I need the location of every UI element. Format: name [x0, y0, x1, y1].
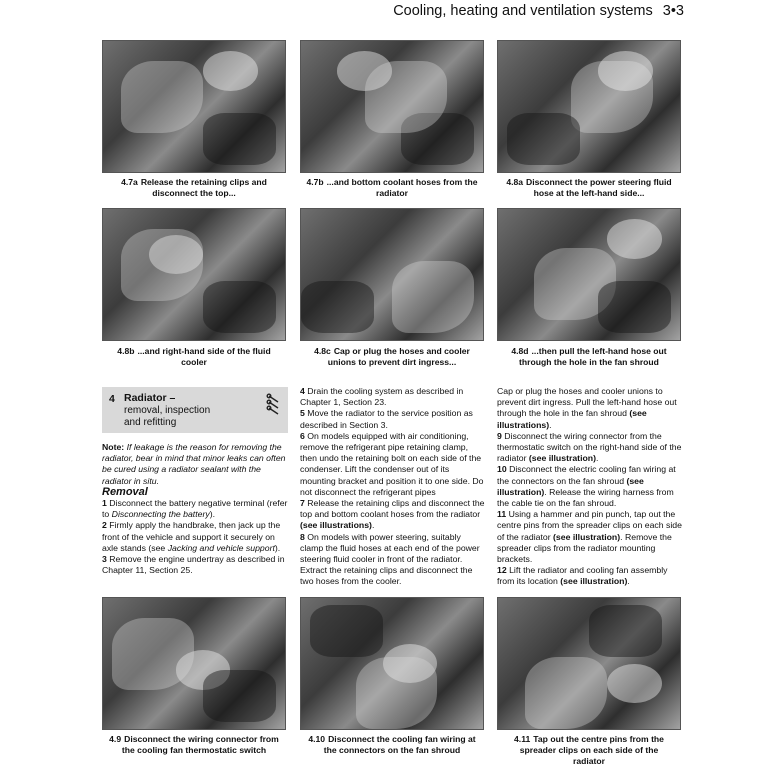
- caption-4-7a: [102, 177, 286, 199]
- caption-text: hose at the left-hand side...: [533, 188, 645, 198]
- page-header: [0, 0, 768, 24]
- step-reference: (see illustration): [553, 531, 621, 542]
- caption-text: Tap out the centre pins from the: [533, 734, 664, 744]
- step-text: ).: [209, 509, 216, 520]
- caption-text: radiator: [376, 188, 408, 198]
- caption-text: the connectors on the fan shroud: [323, 745, 461, 755]
- section-subtitle: removal, inspection: [124, 405, 211, 416]
- step-text: Cap or plug the hoses and cooler unions to prevent dirt ingress. Pull the left-hand hose out through the hole in the fan shroud: [497, 386, 677, 419]
- caption-text: Disconnect the power steering fluid: [526, 177, 672, 187]
- step-text: ).: [274, 542, 281, 553]
- step-number: 7: [300, 498, 305, 509]
- step-text: On models with power steering, suitably clamp the fluid hoses at each end of the power steering fluid cooler in front of the radiator. Extract the retaining clips and disconnect the two hoses from the cooler.: [300, 531, 480, 587]
- photo-4-8d: [497, 208, 681, 341]
- step-number: 3: [102, 554, 107, 565]
- step-number: 5: [300, 408, 305, 419]
- step-reference: Disconnecting the battery: [111, 509, 210, 520]
- step-number: 11: [497, 509, 507, 520]
- step-number: 8: [300, 531, 305, 542]
- photo-4-7b: [300, 40, 484, 173]
- caption-text: unions to prevent dirt ingress...: [327, 357, 457, 367]
- step-6: [300, 431, 486, 498]
- step-text: Disconnect the electric cooling fan wiring at the connectors on the fan shroud: [497, 464, 676, 486]
- step-number: 1: [102, 498, 107, 509]
- page-number: 3•3: [662, 3, 684, 19]
- text-column-1: [102, 442, 288, 576]
- photo-4-8a: [497, 40, 681, 173]
- caption-text: Disconnect the cooling fan wiring at: [328, 734, 476, 744]
- step-3: [102, 554, 288, 576]
- step-12: 12 Lift the radiator and cooling fan assembly from its location (see illustration).: [497, 565, 668, 587]
- step-number: 10: [497, 464, 507, 475]
- step-number: 12: [497, 565, 507, 576]
- step-5: [300, 408, 486, 430]
- caption-text: through the hole in the fan shroud: [519, 357, 659, 367]
- photo-4-11: [497, 597, 681, 730]
- step-reference: (see illustration): [560, 576, 628, 587]
- step-text: . Remove the spreader clips from the radiator mounting brackets.: [497, 531, 672, 565]
- step-9: 9 Disconnect the wiring connector from the thermostatic switch on the right-hand side of the radiator (see illustration).: [497, 430, 682, 464]
- step-number: 9: [497, 430, 502, 441]
- step-text: Firmly apply the handbrake, then jack up the front of the vehicle and support it securely on axle stands (see: [102, 520, 281, 553]
- caption-4-10: [300, 734, 484, 756]
- step-text: Drain the cooling system as described in Chapter 1, Section 23.: [300, 386, 464, 408]
- caption-number: 4.7a: [121, 177, 138, 187]
- caption-number: 4.8c: [314, 346, 331, 356]
- step-text: Remove the engine undertray as described in Chapter 11, Section 25.: [102, 554, 285, 576]
- step-reference: (see illustrations): [300, 520, 372, 531]
- photo-4-10: [300, 597, 484, 730]
- step-4: [300, 386, 486, 408]
- note-paragraph: [102, 442, 288, 487]
- caption-text: ...and bottom coolant hoses from the: [326, 177, 478, 187]
- step-text: Lift the radiator and cooling fan assembly from its location: [497, 565, 668, 587]
- step-text: . Release the wiring harness from the cable tie on the fan shroud.: [497, 486, 674, 509]
- caption-number: 4.9: [109, 734, 122, 744]
- spanner-difficulty-icon: [266, 393, 282, 419]
- caption-text: disconnect the top...: [152, 188, 236, 198]
- caption-4-8b: [102, 346, 286, 368]
- step-2: [102, 520, 288, 554]
- text-column-2: [300, 386, 486, 588]
- page-header-text: [393, 3, 684, 19]
- caption-text: the cooling fan thermostatic switch: [121, 745, 267, 755]
- caption-4-7b: [300, 177, 484, 199]
- caption-text: spreader clips on each side of the: [519, 745, 659, 755]
- caption-4-8a: [497, 177, 681, 199]
- text-column-3: [497, 386, 683, 588]
- step-text: Using a hammer and pin punch, tap out the centre pins from the spreader clips on each side of the radiator: [497, 509, 682, 542]
- step-text: Move the radiator to the service position as described in Section 3.: [300, 408, 473, 430]
- caption-text: radiator: [573, 756, 605, 766]
- step-reference: (see illustration): [528, 453, 596, 464]
- section-subtitle: and refitting: [124, 417, 177, 428]
- photo-4-7a: [102, 40, 286, 173]
- note-label: Note:: [102, 442, 125, 452]
- caption-number: 4.8b: [117, 346, 135, 356]
- step-number: 4: [300, 386, 305, 396]
- step-text: On models equipped with air conditioning, remove the refrigerant pipe retaining clamp, then undo the retaining bolt on each side of the condenser. Lift the condenser out of its mounting bracket and position it to one side. Do not disconnect the refrigerant pipes: [300, 430, 484, 497]
- caption-4-9: [102, 734, 286, 756]
- caption-text: Release the retaining clips and: [140, 177, 267, 187]
- section-heading-box: [102, 387, 288, 433]
- caption-number: 4.8d: [511, 346, 529, 356]
- caption-text: Cap or plug the hoses and cooler: [333, 346, 470, 356]
- photo-4-9: [102, 597, 286, 730]
- caption-number: 4.10: [308, 734, 326, 744]
- photo-4-8c: [300, 208, 484, 341]
- section-number: 4: [109, 393, 115, 405]
- step-1: [102, 498, 288, 520]
- step-text: Disconnect the battery negative terminal (refer to: [102, 498, 288, 520]
- step-reference: Jacking and vehicle support: [167, 542, 275, 553]
- step-text: Release the retaining clips and disconnect the top and bottom coolant hoses from the radiator: [300, 498, 485, 520]
- step-number: 6: [300, 430, 305, 441]
- step-text: Disconnect the wiring connector from the thermostatic switch on the right-hand side of the radiator: [497, 430, 682, 464]
- step-reference: (see illustration): [497, 475, 644, 497]
- photo-4-8b: [102, 208, 286, 341]
- caption-text: ...then pull the left-hand hose out: [531, 346, 667, 356]
- step-reference: (see illustrations): [497, 408, 647, 430]
- caption-text: Disconnect the wiring connector from: [124, 734, 279, 744]
- step-8-continued: Cap or plug the hoses and cooler unions to prevent dirt ingress. Pull the left-hand hose out through the hole in the fan shroud (see illustrations).: [497, 386, 677, 430]
- step-10: [497, 464, 683, 509]
- caption-text: cooler: [181, 357, 207, 367]
- caption-number: 4.8a: [506, 177, 524, 187]
- caption-text: ...and right-hand side of the fluid: [137, 346, 271, 356]
- step-7: 7 Release the retaining clips and disconnect the top and bottom coolant hoses from the radiator (see illustrations).: [300, 498, 485, 531]
- step-number: 2: [102, 520, 107, 531]
- caption-number: 4.11: [514, 734, 531, 744]
- caption-4-11: [497, 734, 681, 767]
- step-8: [300, 532, 486, 588]
- note-text: If leakage is the reason for removing the radiator, bear in mind that minor leaks can often be cured using a radiator sealant with the radiator in situ.: [102, 442, 286, 486]
- caption-number: 4.7b: [306, 177, 324, 187]
- caption-4-8c: [300, 346, 484, 368]
- caption-4-8d: [497, 346, 681, 368]
- removal-heading: Removal: [102, 485, 148, 498]
- chapter-title: Cooling, heating and ventilation systems: [393, 3, 653, 19]
- section-title: Radiator –: [124, 392, 176, 404]
- step-11: [497, 509, 683, 565]
